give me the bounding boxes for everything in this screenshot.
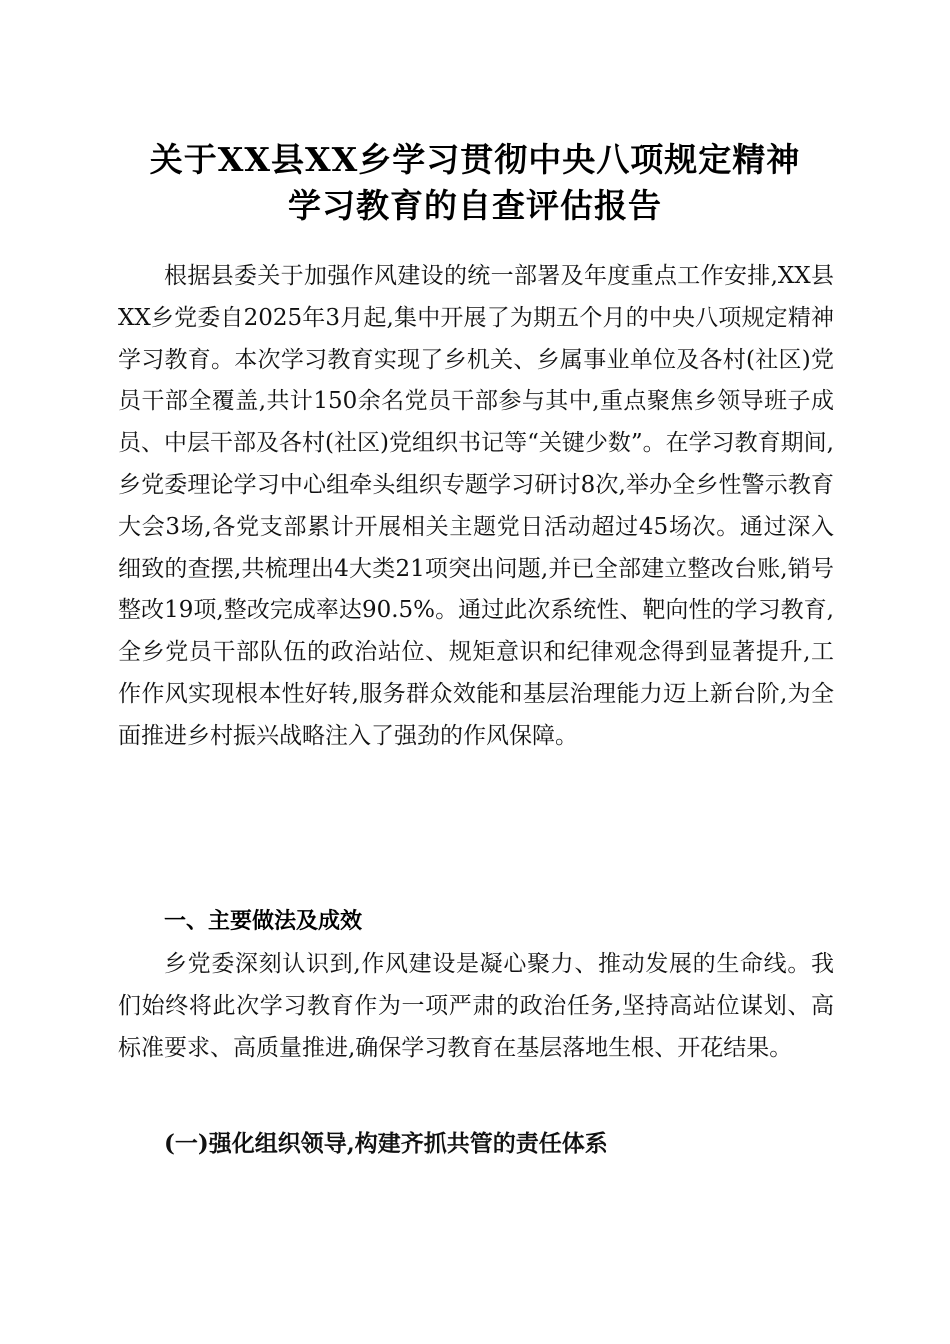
section-heading-main-practices: 一、主要做法及成效 bbox=[164, 909, 363, 934]
document-title-line-2: 学习教育的自查评估报告 bbox=[288, 186, 662, 225]
intro-paragraph: 根据县委关于加强作风建设的统一部署及年度重点工作安排,XX县XX乡党委自2025年3月起,集中开展了为期五个月的中央八项规定精神学习教育。本次学习教育实现了乡机关、乡属事业单位及各村(社区)党员干部全覆盖,共计150余名党员干部参与其中,重点聚焦乡领导班子成员、中层干部及各村(社区)党组织书记等“关键少数”。在学习教育期间,乡党委理论学习中心组牵头组织专题学习研讨8次,举办全乡性警示教育大会3场,各党支部累计开展相关主题党日活动超过45场次。通过深入细致的查摆,共梳理出4大类21项突出问题,并已全部建立整改台账,销号整改19项,整改完成率达90.5%。通过此次系统性、靶向性的学习教育,全乡党员干部队伍的政治站位、规矩意识和纪律观念得到显著提升,工作作风实现根本性好转,服务群众效能和基层治理能力迈上新台阶,为全面推进乡村振兴战略注入了强劲的作风保障。 bbox=[118, 263, 834, 749]
subsection-heading-organization: (一)强化组织领导,构建齐抓共管的责任体系 bbox=[164, 1130, 608, 1157]
section-paragraph-main-practices: 乡党委深刻认识到,作风建设是凝心聚力、推动发展的生命线。我们始终将此次学习教育作为一项严肃的政治任务,坚持高站位谋划、高标准要求、高质量推进,确保学习教育在基层落地生根、开花结果。 bbox=[118, 951, 834, 1061]
document-title-line-1: 关于XX县XX乡学习贯彻中央八项规定精神 bbox=[149, 140, 801, 179]
